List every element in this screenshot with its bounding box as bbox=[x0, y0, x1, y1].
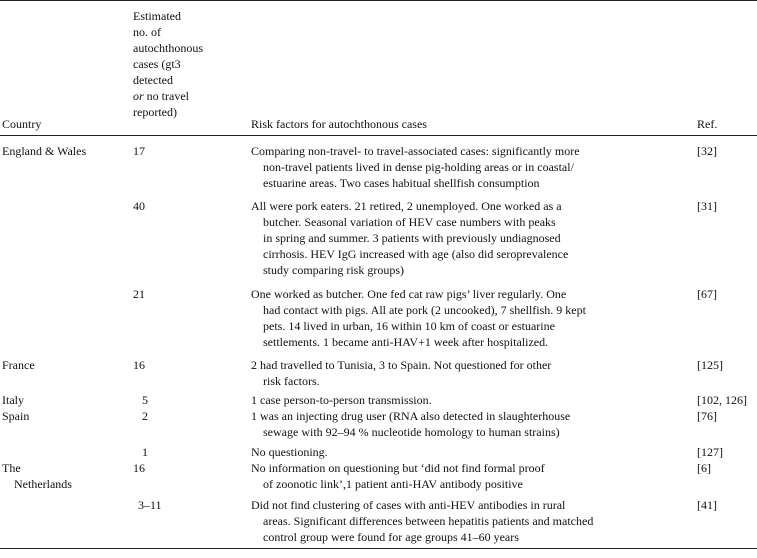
risk-line: settlements. 1 became anti-HAV+1 week after hospitalized. bbox=[263, 335, 549, 349]
risk-line: of zoonotic link’,1 patient anti-HAV antibody positive bbox=[263, 477, 523, 491]
risk-line: No questioning. bbox=[251, 445, 328, 459]
row-cases: 16 bbox=[133, 461, 145, 475]
row-ref: [6] bbox=[697, 461, 711, 475]
risk-line: Did not find clustering of cases with anti-HEV antibodies in rural bbox=[251, 498, 566, 512]
row-cases: 16 bbox=[133, 358, 145, 372]
header-line bbox=[133, 88, 203, 104]
risk-line: 1 case person-to-person transmission. bbox=[251, 393, 432, 407]
header-estimated-cases bbox=[133, 8, 203, 120]
row-risk bbox=[251, 143, 580, 191]
risk-line: cirrhosis. HEV IgG increased with age (also did seroprevalence bbox=[263, 247, 569, 261]
risk-line: control group were found for age groups 41–60 years bbox=[263, 530, 519, 544]
risk-line: One worked as butcher. One fed cat raw pigs’ liver regularly. One bbox=[251, 287, 567, 301]
row-risk bbox=[251, 392, 432, 408]
row-cases: 21 bbox=[133, 287, 145, 301]
risk-line: All were pork eaters. 21 retired, 2 unemployed. One worked as a bbox=[251, 199, 562, 213]
risk-line: in spring and summer. 3 patients with previously undiagnosed bbox=[263, 231, 561, 245]
row-ref: [41] bbox=[697, 498, 717, 512]
row-ref: [76] bbox=[697, 409, 717, 423]
header-or-italic: or bbox=[133, 89, 144, 103]
header-line: Estimated bbox=[133, 9, 181, 23]
row-cases: 17 bbox=[133, 144, 145, 158]
header-rule bbox=[0, 135, 757, 136]
header-line-rest: no travel bbox=[143, 89, 189, 103]
country-line: Netherlands bbox=[14, 477, 72, 491]
bottom-rule bbox=[0, 548, 757, 549]
row-risk bbox=[251, 497, 593, 545]
row-cases: 2 bbox=[142, 409, 148, 423]
risk-line: areas. Significant differences between hepatitis patients and matched bbox=[263, 514, 594, 528]
header-line: cases (gt3 bbox=[133, 57, 181, 71]
row-country bbox=[2, 460, 72, 492]
row-ref: [125] bbox=[697, 358, 723, 372]
row-cases: 40 bbox=[133, 199, 145, 213]
header-line: no. of bbox=[133, 25, 161, 39]
risk-line: sewage with 92–94 % nucleotide homology to human strains) bbox=[263, 425, 560, 439]
header-risk-factors: Risk factors for autochthonous cases bbox=[251, 117, 427, 131]
row-country: England & Wales bbox=[2, 144, 87, 158]
row-ref: [32] bbox=[697, 144, 717, 158]
row-cases: 5 bbox=[142, 393, 148, 407]
country-line: The bbox=[2, 461, 21, 475]
risk-line: pets. 14 lived in urban, 16 within 10 km of coast or estuarine bbox=[263, 319, 555, 333]
row-ref: [102, 126] bbox=[697, 393, 747, 407]
row-risk bbox=[251, 408, 570, 440]
row-ref: [127] bbox=[697, 445, 723, 459]
header-line: detected bbox=[133, 73, 173, 87]
header-country: Country bbox=[2, 117, 42, 131]
header-line: autochthonous bbox=[133, 41, 203, 55]
risk-line: had contact with pigs. All ate pork (2 uncooked), 7 shellfish. 9 kept bbox=[263, 303, 586, 317]
header-line: reported) bbox=[133, 105, 177, 119]
risk-line: non-travel patients lived in dense pig-holding areas or in coastal/ bbox=[263, 160, 574, 174]
top-rule bbox=[0, 0, 757, 1]
row-risk bbox=[251, 198, 568, 278]
risk-line: 2 had travelled to Tunisia, 3 to Spain. Not questioned for other bbox=[251, 358, 552, 372]
row-cases: 3–11 bbox=[138, 498, 162, 512]
row-risk bbox=[251, 286, 586, 350]
row-risk bbox=[251, 460, 545, 492]
risk-line: risk factors. bbox=[263, 374, 320, 388]
risk-line: No information on questioning but ‘did not find formal proof bbox=[251, 461, 545, 475]
risk-line: study comparing risk groups) bbox=[263, 263, 404, 277]
row-risk bbox=[251, 357, 551, 389]
risk-line: Comparing non-travel- to travel-associated cases: significantly more bbox=[251, 144, 580, 158]
row-cases: 1 bbox=[142, 445, 148, 459]
row-risk bbox=[251, 444, 328, 460]
risk-line: 1 was an injecting drug user (RNA also detected in slaughterhouse bbox=[251, 409, 571, 423]
header-ref: Ref. bbox=[697, 117, 718, 131]
risk-line: butcher. Seasonal variation of HEV case numbers with peaks bbox=[263, 215, 556, 229]
risk-line: estuarine areas. Two cases habitual shellfish consumption bbox=[263, 176, 540, 190]
row-country: France bbox=[2, 358, 35, 372]
row-country: Italy bbox=[2, 393, 24, 407]
row-ref: [31] bbox=[697, 199, 717, 213]
row-ref: [67] bbox=[697, 287, 717, 301]
row-country: Spain bbox=[2, 409, 30, 423]
